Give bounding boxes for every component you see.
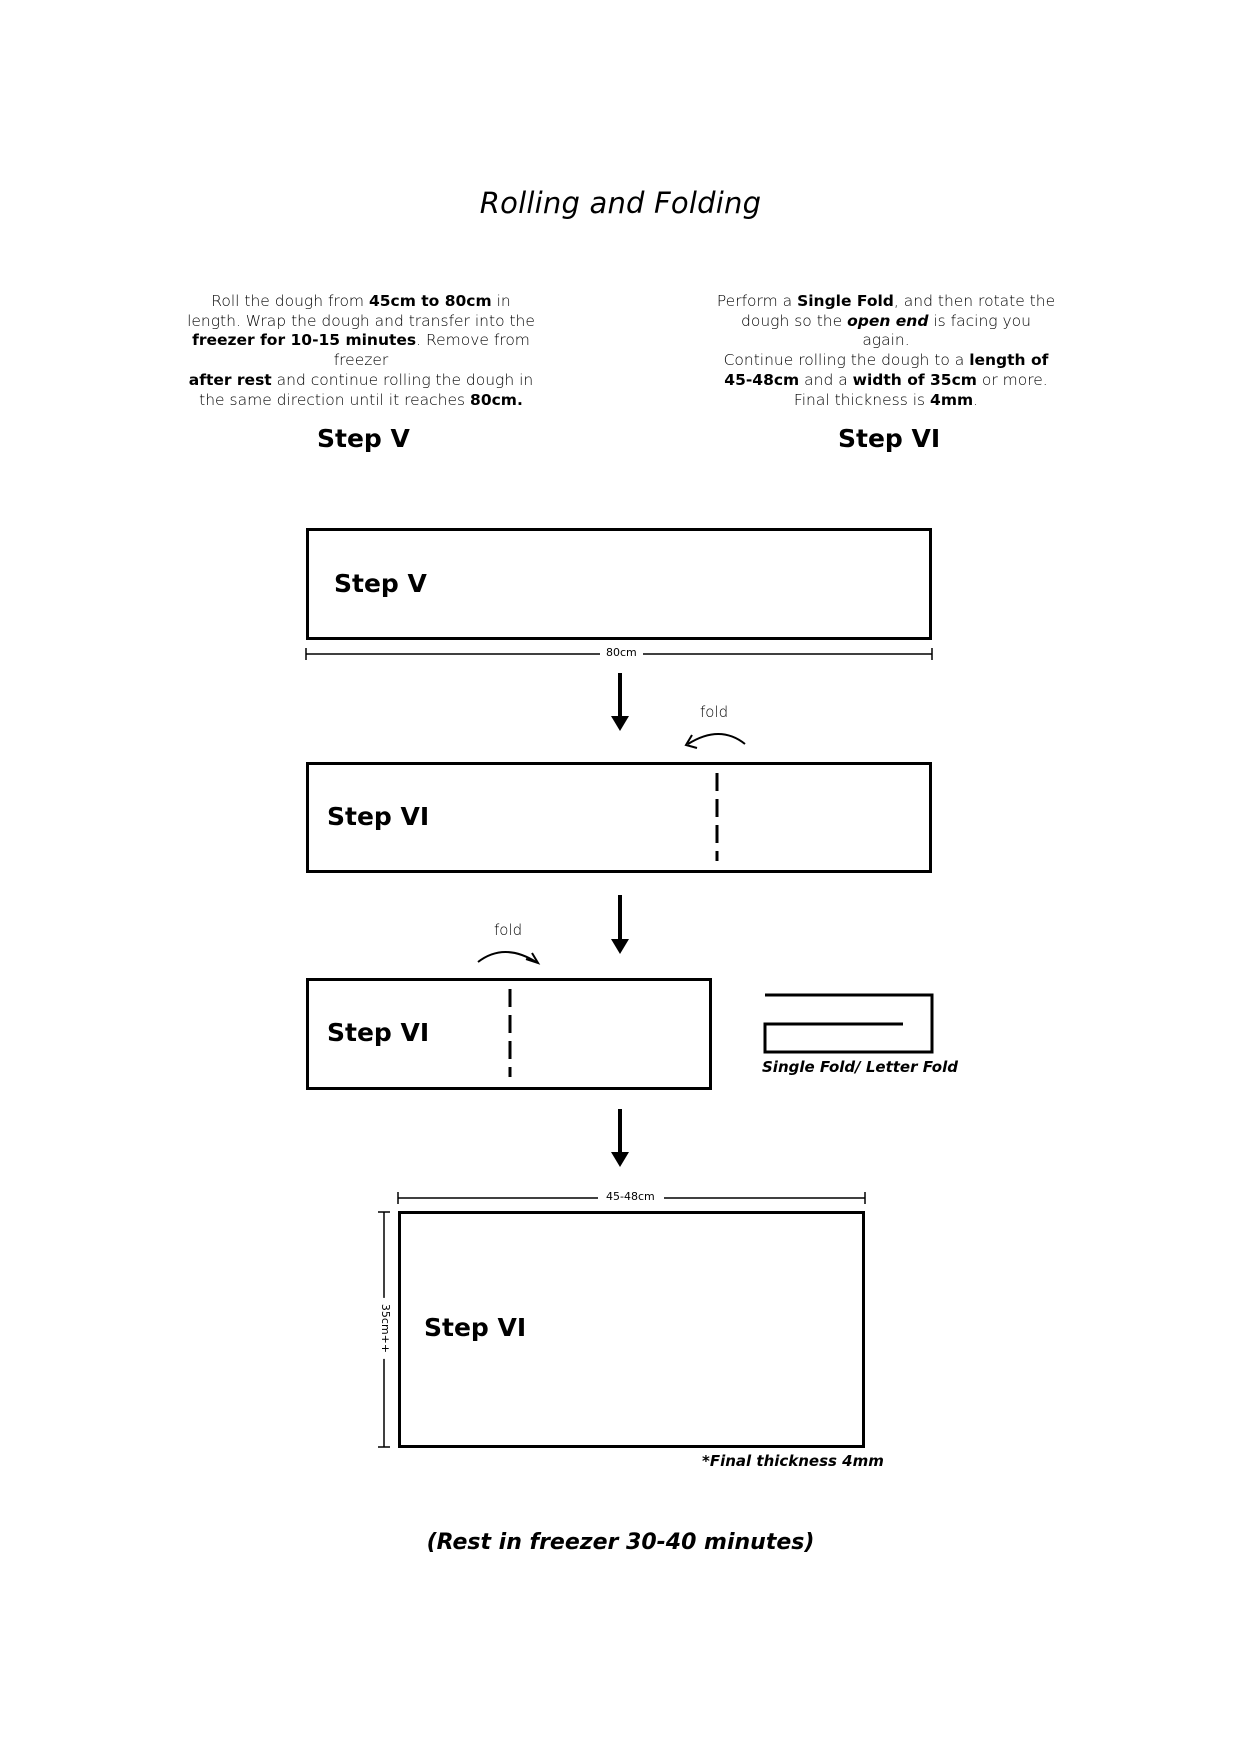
desc-bold: 80cm. (470, 390, 523, 409)
desc-text: the same direction until it reaches (199, 390, 471, 409)
desc-text: Perform a (716, 292, 798, 310)
dough-sheet-step-vi-fold-1 (306, 762, 932, 873)
desc-text: is facing you again. (862, 311, 1031, 350)
desc-text: Continue rolling the dough to a (723, 351, 970, 370)
dimension-label-80cm: 80cm (600, 646, 643, 659)
desc-bold: 45cm to 80cm (368, 292, 492, 310)
desc-text: . Remove from freezer (333, 331, 530, 370)
page-title: Rolling and Folding (479, 186, 762, 220)
desc-bold: width of 35cm (852, 370, 977, 389)
fold-arrow-right-icon (478, 952, 538, 963)
box-label: Step VI (327, 802, 430, 831)
fold-line (507, 989, 513, 1079)
desc-bold: Single Fold (797, 292, 894, 310)
box-label: Step VI (424, 1313, 527, 1342)
desc-text: in (491, 292, 511, 310)
down-arrow-icon (611, 895, 629, 954)
final-thickness-note: *Final thickness 4mm (702, 1452, 884, 1470)
fold-arrow-left-icon (686, 734, 745, 748)
box-label: Step VI (327, 1018, 430, 1047)
desc-text: Final thickness is (793, 390, 931, 409)
desc-text: and continue rolling the dough in (271, 370, 534, 389)
desc-bold: freezer for 10-15 minutes (192, 331, 417, 350)
down-arrow-icon (611, 1109, 629, 1167)
desc-text: or more. (976, 370, 1048, 389)
single-fold-caption: Single Fold/ Letter Fold (762, 1058, 958, 1076)
desc-text: dough so the (741, 311, 848, 330)
desc-bold: 45-48cm (724, 370, 800, 389)
letter-fold-icon (765, 995, 932, 1052)
desc-bold-italic: open end (847, 311, 929, 330)
down-arrow-icon (611, 673, 629, 731)
desc-text: , and then rotate the (893, 292, 1056, 310)
desc-text: Roll the dough from (211, 292, 369, 310)
fold-label: fold (494, 921, 523, 939)
desc-bold: 4mm (930, 390, 974, 409)
fold-line (714, 773, 720, 863)
step-v-heading: Step V (317, 424, 410, 453)
dimension-label-width: 35cm++ (379, 1298, 392, 1359)
rest-instruction: (Rest in freezer 30-40 minutes) (426, 1530, 815, 1555)
desc-bold: length of (969, 351, 1049, 370)
desc-bold: after rest (188, 370, 272, 389)
dough-sheet-step-vi-fold-2 (306, 978, 712, 1090)
step-vi-heading: Step VI (838, 424, 941, 453)
box-label: Step V (334, 569, 427, 598)
dough-sheet-step-vi-final (398, 1211, 865, 1448)
desc-text: length. Wrap the dough and transfer into the (187, 311, 535, 330)
desc-text: . (973, 390, 979, 409)
desc-text: and a (799, 370, 853, 389)
dimension-label-length: 45-48cm (600, 1190, 661, 1203)
fold-label: fold (700, 703, 729, 721)
